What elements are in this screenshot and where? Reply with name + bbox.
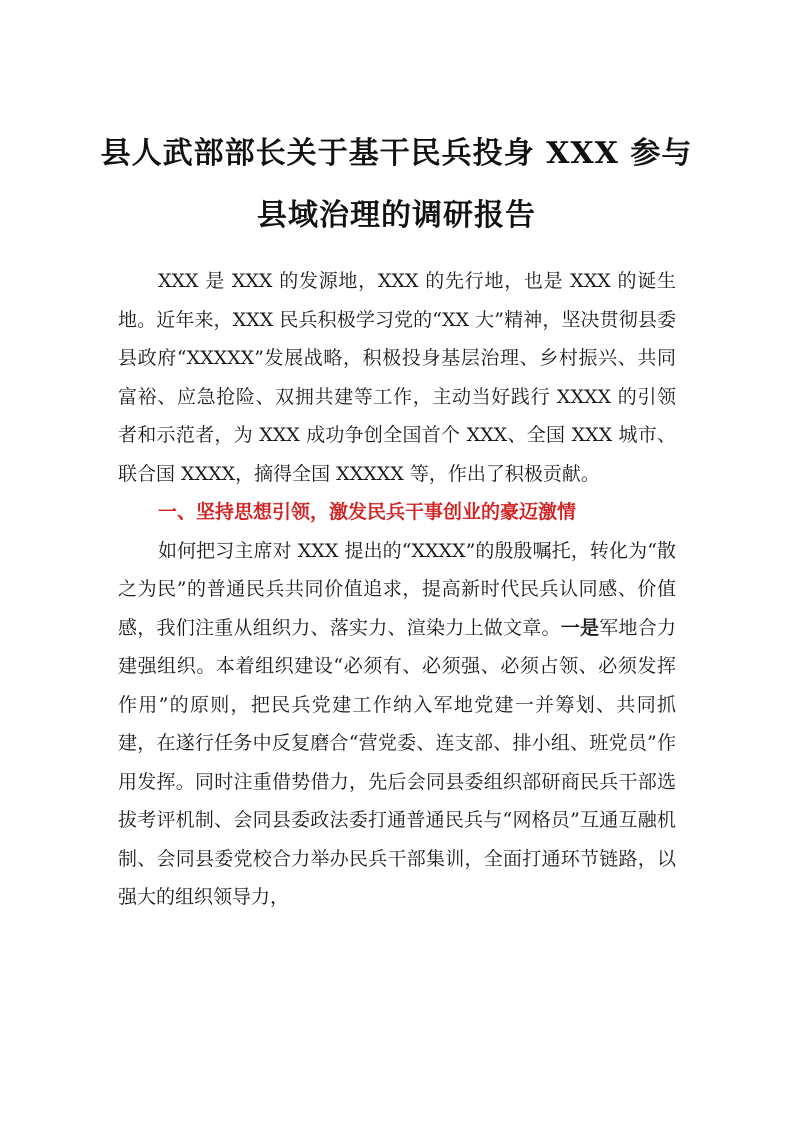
intro-paragraph: XXX 是 XXX 的发源地，XXX 的先行地，也是 XXX 的诞生地。近年来，XXX 民兵积极学习党的“XX 大”精神，坚决贯彻县委县政府“XXXXX”发展战略，积极投身基层治理、乡村振兴、共同富裕、应急抢险、双拥共建等工作，主动当好践行 XXXX 的引领者和示范者，为 XXX 成功争创全国首个 XXX、全国 XXX 城市、联合国 XXXX，摘得全国 XXXXX 等，作出了积极贡献。 — [118, 270, 676, 485]
document-body — [118, 262, 676, 917]
section-1-lead-text: 如何把习主席对 XXX 提出的“XXXX”的殷殷嘱托，转化为“散之为民”的普通民兵共同价值追求，提高新时代民兵认同感、价值感，我们注重从组织力、落实力、渲染力上做文章。 — [118, 539, 676, 639]
document-title-line-2: 县域治理的调研报告 — [257, 198, 536, 233]
point-1-text: 军地合力建强组织。本着组织建设“必须有、必须强、必须占领、必须发挥作用”的原则，把民兵党建工作纳入军地党建一并筹划、共同抓建，在遂行任务中反复磨合“营党委、连支部、排小组、班党员”作用发挥。同时注重借势借力，先后会同县委组织部研商民兵干部选拔考评机制、会同县委政法委打通普通民兵与“网格员”互通互融机制、会同县委党校合力举办民兵干部集训，全面打通环节链路，以强大的组织领导力， — [118, 616, 676, 908]
section-1-heading: 一、坚持思想引领，激发民兵干事创业的豪迈激情 — [158, 501, 577, 523]
section-1-paragraph — [118, 532, 676, 917]
point-1-label: 一是 — [560, 616, 600, 639]
document-title-line-1: 县人武部部长关于基干民兵投身 XXX 参与 — [100, 136, 693, 171]
